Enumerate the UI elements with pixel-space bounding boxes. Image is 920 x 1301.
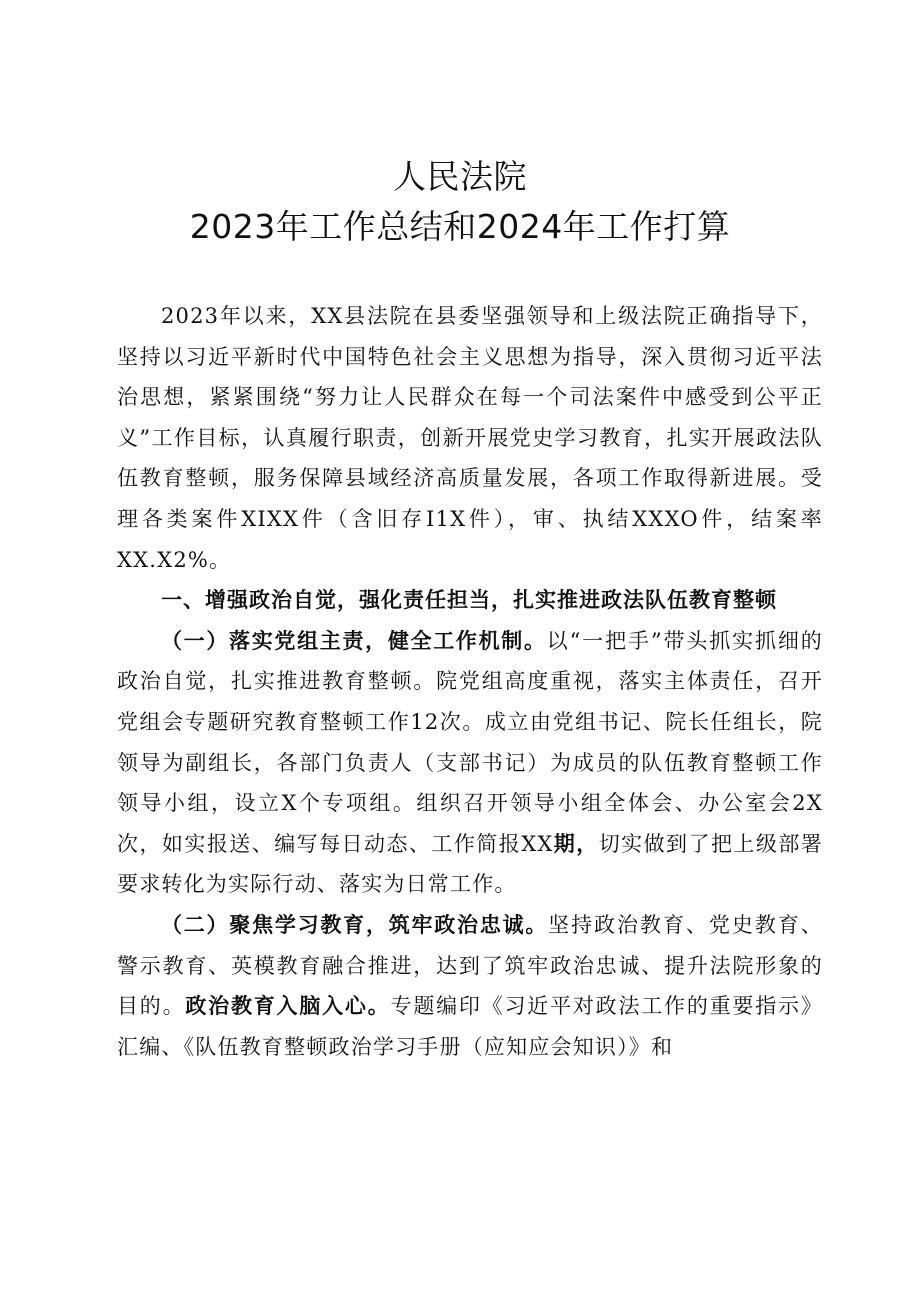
section-heading-1: 一、增强政治自觉，强化责任担当，扎实推进政法队伍教育整顿 xyxy=(161,588,777,613)
subsection-2-lead: （二）聚焦学习教育，筑牢政治忠诚。 xyxy=(161,912,549,937)
subsection-1-paragraph xyxy=(117,621,823,905)
subsection-2-text-a: 坚持政治教育、党史教育、警示教育、英模教育融合推进，达到了筑牢政治忠诚、提升法院形象的目的。 xyxy=(117,912,823,1019)
intro-paragraph: 2023年以来，XX县法院在县委坚强领导和上级法院正确指导下，坚持以习近平新时代中国特色社会主义思想为指导，深入贯彻习近平法治思想，紧紧围绕“努力让人民群众在每一个司法案件中感受到公平正义”工作目标，认真履行职责，创新开展党史学习教育，扎实开展政法队伍教育整顿，服务保障县域经济高质量发展，各项工作取得新进展。受理各类案件XIXX件（含旧存I1X件），审、执结XXXO件，结案率XX.X2%。 xyxy=(117,304,823,572)
subsection-2-paragraph xyxy=(117,905,823,1067)
document-body xyxy=(117,296,823,1067)
subsection-1-bold-word: 期， xyxy=(553,831,599,856)
subsection-1-text-b: 切实做到了把上级部署要求转化为实际行动、落实为日常工作。 xyxy=(117,831,823,897)
subsection-1-text-a: 以“一把手”带头抓实抓细的政治自觉，扎实推进教育整顿。院党组高度重视，落实主体责任，召开党组会专题研究教育整顿工作12次。成立由党组书记、院长任组长，院领导为副组长，各部门负责人（支部书记）为成员的队伍教育整顿工作领导小组，设立X个专项组。组织召开领导小组全体会、办公室会2X次，如实报送、编写每日动态、工作简报XX xyxy=(117,628,824,856)
title-line-court: 人民法院 xyxy=(393,157,527,196)
document-title xyxy=(0,152,920,252)
title-line-summary: 2023年工作总结和2024年工作打算 xyxy=(189,207,731,246)
subsection-1-lead: （一）落实党组主责，健全工作机制。 xyxy=(161,628,547,653)
subsection-2-text-b: 专题编印《习近平对政法工作的重要指示》汇编、《队伍教育整顿政治学习手册（应知应会知识）》和 xyxy=(117,994,823,1059)
subsection-2-bold-phrase: 政治教育入脑入心。 xyxy=(185,994,391,1019)
